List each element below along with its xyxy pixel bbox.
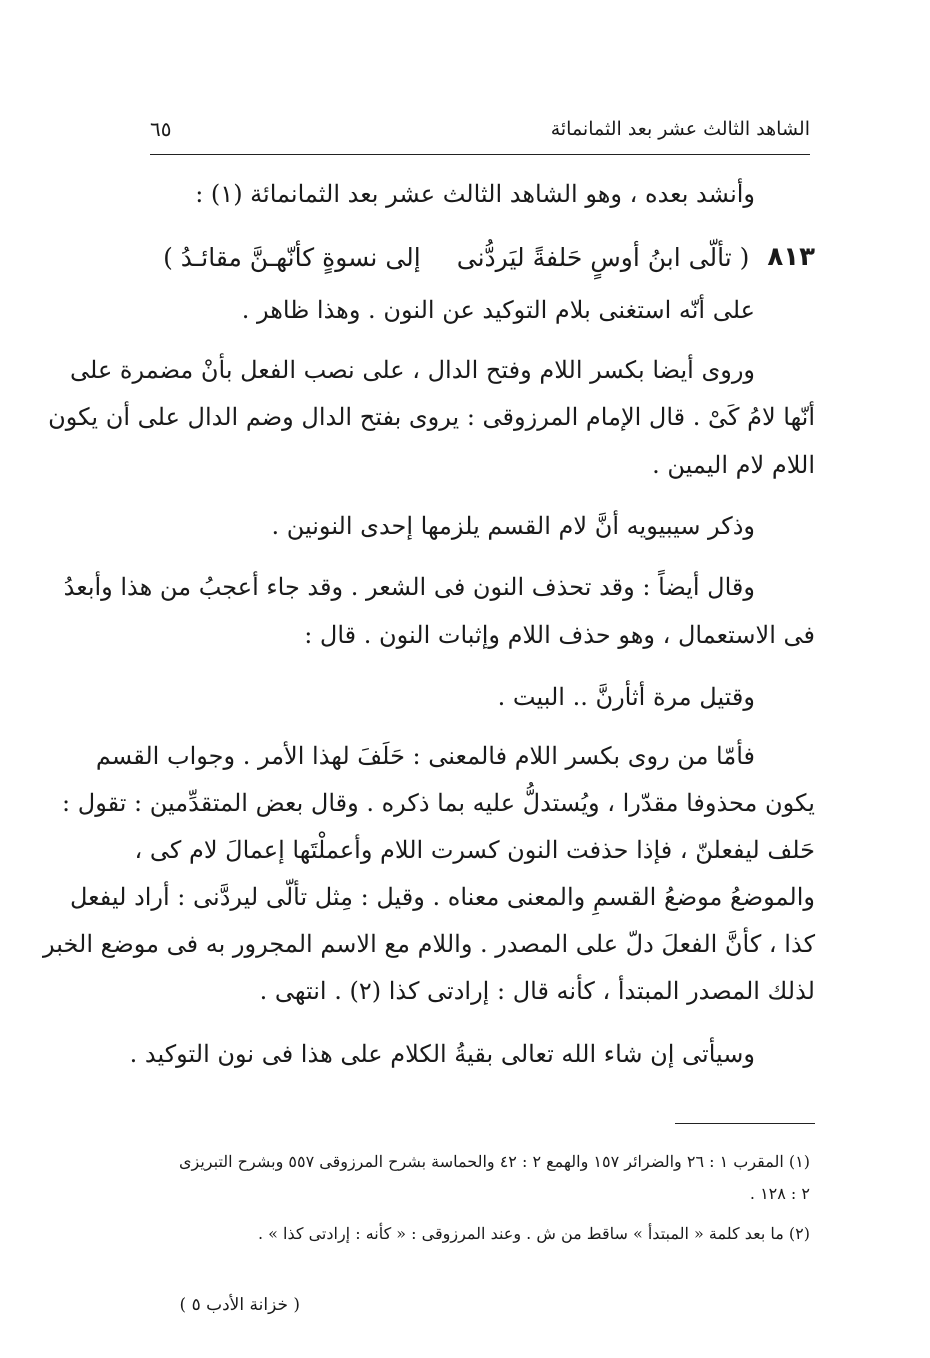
footnote-line: ٢ : ١٢٨ . — [749, 1184, 810, 1203]
intro-line: وأنشد بعده ، وهو الشاهد الثالث عشر بعد الثمانمائة (١) : — [195, 180, 755, 208]
paragraph-line: اللام لام اليمين . — [652, 451, 815, 479]
paragraph-line: على أنّه استغنى بلام التوكيد عن النون . وهذا ظاهر . — [241, 296, 755, 324]
verse-line — [150, 232, 815, 282]
paragraph-line: والموضعُ موضعُ القسمِ والمعنى معناه . وقيل : مِثل تألّى ليردَّنى : أراد ليفعل — [69, 883, 815, 911]
verse-second-hemistich: إلى نسوةٍ كأنّهـنَّ مقائـدُ ) — [163, 242, 421, 272]
verse-first-hemistich: ( تألّى ابنُ أوسٍ حَلفةً ليَردُّنى — [456, 242, 750, 272]
signature-mark: ( خزانة الأدب ٥ ) — [179, 1295, 300, 1315]
verse-number: ٨١٣ — [767, 242, 815, 272]
header-rule — [150, 154, 810, 155]
paragraph-line: لذلك المصدر المبتدأ ، كأنه قال : إرادتى كذا (٢) . انتهى . — [259, 977, 815, 1005]
footnote-rule — [675, 1123, 815, 1124]
paragraph-line: كذا ، كأنَّ الفعلَ دلّ على المصدر . واللام مع الاسم المجرور به فى موضع الخبر — [43, 930, 815, 958]
paragraph-line: أنّها لامُ كَىْ . قال الإمام المرزوقى : يروى بفتح الدال وضم الدال على أن يكون — [48, 403, 815, 431]
footnote-line: (١) المقرب ١ : ٢٦ والضرائر ١٥٧ والهمع ٢ : ٤٢ والحماسة بشرح المرزوقى ٥٥٧ وبشرح التبريزى — [178, 1152, 810, 1171]
paragraph-line: وسيأتى إن شاء الله تعالى بقيةُ الكلام على هذا فى نون التوكيد . — [129, 1040, 755, 1068]
footnote-line: (٢) ما بعد كلمة « المبتدأ » ساقط من ش . وعند المرزوقى : « كأنه : إرادتى كذا » . — [258, 1224, 810, 1243]
paragraph-line: يكون محذوفا مقدّرا ، ويُستدلُّ عليه بما ذكره . وقال بعض المتقدِّمين : تقول : — [62, 789, 815, 817]
paragraph-line: وروى أيضا بكسر اللام وفتح الدال ، على نصب الفعل بأنْ مضمرة على — [70, 356, 755, 384]
page-number: ٦٥ — [150, 117, 172, 141]
running-title: الشاهد الثالث عشر بعد الثمانمائة — [550, 118, 810, 140]
running-header — [150, 112, 810, 146]
paragraph-line: وقال أيضاً : وقد تحذف النون فى الشعر . وقد جاء أعجبُ من هذا وأبعدُ — [63, 573, 755, 601]
paragraph-line: فأمّا من روى بكسر اللام فالمعنى : حَلَفَ لهذا الأمر . وجواب القسم — [95, 742, 755, 770]
paragraph-line: وذكر سيبيويه أنَّ لام القسم يلزمها إحدى النونين . — [271, 512, 755, 540]
paragraph-line: فى الاستعمال ، وهو حذف اللام وإثبات النون . قال : — [304, 621, 815, 649]
paragraph-line: حَلف ليفعلنّ ، فإذا حذفت النون كسرت اللام وأعملْتَها إعمالَ لام كى ، — [134, 836, 815, 864]
paragraph-line: وقتيل مرة أثأرنَّ .. البيت . — [497, 683, 755, 711]
